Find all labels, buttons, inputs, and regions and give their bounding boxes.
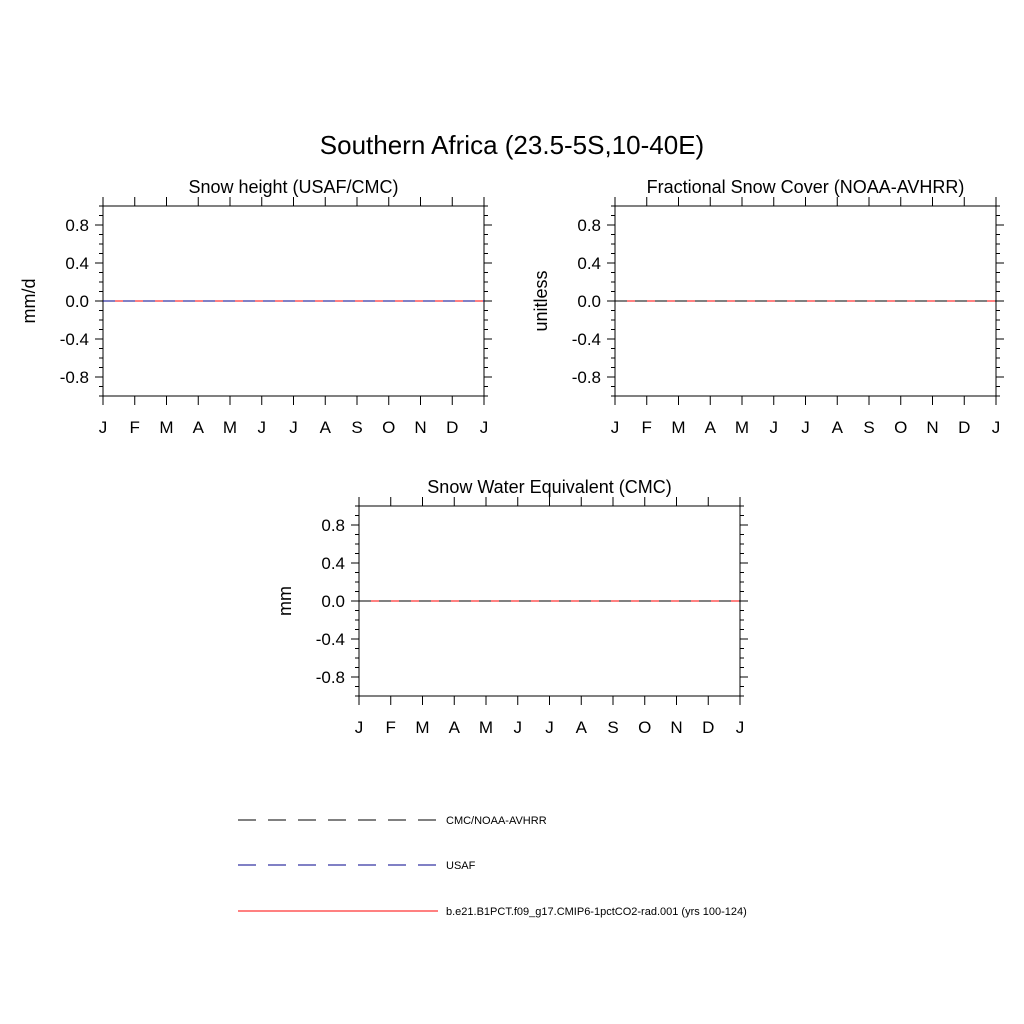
x-tick-label: J bbox=[769, 418, 778, 437]
y-tick-label: 0.0 bbox=[65, 292, 89, 311]
y-tick-label: -0.4 bbox=[59, 330, 89, 349]
x-tick-label: D bbox=[446, 418, 459, 437]
x-tick-label: M bbox=[415, 718, 430, 737]
panel-snow-height bbox=[19, 177, 492, 437]
x-tick-label: A bbox=[448, 718, 460, 737]
y-tick-label: 0.4 bbox=[321, 554, 345, 573]
y-tick-label: 0.8 bbox=[577, 216, 601, 235]
x-tick-label: S bbox=[351, 418, 363, 437]
y-tick-label: 0.8 bbox=[65, 216, 89, 235]
legend-label: CMC/NOAA-AVHRR bbox=[446, 815, 547, 827]
panel-snow-water-equivalent bbox=[275, 477, 748, 737]
x-tick-label: M bbox=[671, 418, 686, 437]
x-tick-label: F bbox=[641, 418, 652, 437]
x-tick-label: M bbox=[222, 418, 238, 437]
x-tick-label: J bbox=[801, 418, 810, 437]
panel-title: Snow Water Equivalent (CMC) bbox=[427, 477, 672, 497]
x-tick-label: J bbox=[479, 418, 489, 437]
x-tick-label: A bbox=[704, 418, 716, 437]
x-tick-label: J bbox=[289, 418, 298, 437]
x-tick-label: J bbox=[98, 418, 108, 437]
x-tick-label: J bbox=[610, 418, 620, 437]
x-tick-label: M bbox=[159, 418, 174, 437]
x-tick-label: S bbox=[863, 418, 875, 437]
x-tick-label: A bbox=[575, 718, 587, 737]
y-tick-label: 0.4 bbox=[577, 254, 601, 273]
x-tick-label: O bbox=[638, 718, 652, 737]
x-tick-label: M bbox=[734, 418, 750, 437]
legend-label: b.e21.B1PCT.f09_g17.CMIP6-1pctCO2-rad.001 (yrs 100-124) bbox=[446, 906, 747, 918]
page-title: Southern Africa (23.5-5S,10-40E) bbox=[319, 130, 705, 160]
x-tick-label: D bbox=[958, 418, 971, 437]
x-tick-label: J bbox=[354, 718, 364, 737]
panel-title: Snow height (USAF/CMC) bbox=[188, 177, 399, 197]
x-tick-label: O bbox=[382, 418, 396, 437]
panel-title: Fractional Snow Cover (NOAA-AVHRR) bbox=[646, 177, 965, 197]
x-tick-label: O bbox=[894, 418, 908, 437]
y-tick-label: 0.0 bbox=[321, 592, 345, 611]
y-tick-label: -0.8 bbox=[59, 368, 89, 387]
x-tick-label: J bbox=[735, 718, 745, 737]
y-tick-label: 0.0 bbox=[577, 292, 601, 311]
x-tick-label: S bbox=[607, 718, 619, 737]
x-tick-label: F bbox=[385, 718, 396, 737]
x-tick-label: J bbox=[513, 718, 522, 737]
x-tick-label: N bbox=[926, 418, 939, 437]
legend bbox=[238, 815, 747, 918]
y-tick-label: -0.8 bbox=[571, 368, 601, 387]
legend-label: USAF bbox=[446, 860, 476, 872]
x-tick-label: J bbox=[545, 718, 554, 737]
y-tick-label: -0.4 bbox=[571, 330, 601, 349]
y-tick-label: 0.4 bbox=[65, 254, 89, 273]
x-tick-label: J bbox=[257, 418, 266, 437]
x-tick-label: F bbox=[129, 418, 140, 437]
y-tick-label: -0.4 bbox=[315, 630, 345, 649]
x-tick-label: A bbox=[192, 418, 204, 437]
y-tick-label: -0.8 bbox=[315, 668, 345, 687]
chart-panels bbox=[19, 177, 1004, 737]
x-tick-label: N bbox=[670, 718, 683, 737]
x-tick-label: M bbox=[478, 718, 494, 737]
y-tick-label: 0.8 bbox=[321, 516, 345, 535]
panel-fractional-snow-cover bbox=[531, 177, 1004, 437]
x-tick-label: A bbox=[319, 418, 331, 437]
y-axis-label: mm bbox=[275, 586, 295, 616]
x-tick-label: N bbox=[414, 418, 427, 437]
y-axis-label: unitless bbox=[531, 270, 551, 332]
x-tick-label: J bbox=[991, 418, 1001, 437]
x-tick-label: D bbox=[702, 718, 715, 737]
y-axis-label: mm/d bbox=[19, 278, 39, 324]
x-tick-label: A bbox=[831, 418, 843, 437]
